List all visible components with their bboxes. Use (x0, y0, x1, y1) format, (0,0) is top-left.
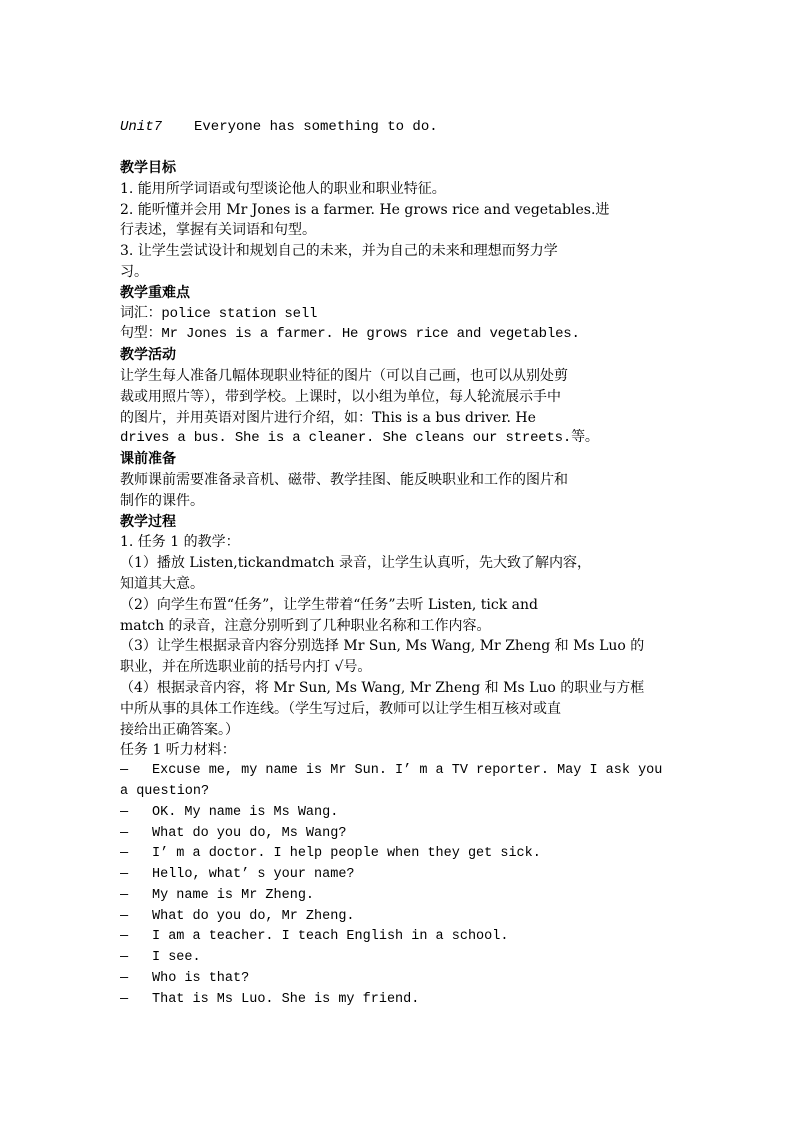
dialogue-line (120, 844, 676, 865)
dialogue-dash: — (120, 763, 129, 779)
dialogue-line (120, 886, 676, 907)
dialogue-line (120, 927, 676, 948)
dialogue-dash: — (120, 825, 129, 841)
activities-line: 让学生每人准备几幅体现职业特征的图片（可以自己画，也可以从别处剪 (120, 367, 568, 384)
goal-line: 1. 能用所学词语或句型谈论他人的职业和职业特征。 (120, 180, 446, 197)
dialogue-dash: — (120, 887, 129, 903)
dialogue-dash: — (120, 846, 129, 862)
process-step-line: 中所从事的具体工作连线。（学生写过后，教师可以让学生相互核对或直 (120, 700, 561, 717)
dialogue-line (120, 907, 676, 928)
dialogue-line (120, 969, 676, 990)
task1-heading: 1. 任务 1 的教学： (120, 534, 240, 551)
dialogue-dash: — (120, 971, 129, 987)
activities-line: drives a bus. She is a cleaner. She cleans our streets.等。 (120, 430, 599, 447)
unit-title (120, 116, 676, 138)
dialogue-dash: — (120, 867, 129, 883)
unit-number: Unit7 (120, 119, 163, 135)
process-step-line: 知道其大意。 (120, 575, 204, 592)
goal-line: 2. 能听懂并会用 Mr Jones is a farmer. He grows rice and vegetables.进 (120, 201, 610, 218)
activities-heading: 教学活动 (120, 347, 176, 364)
dialogue-text: What do you do, Mr Zheng. (152, 908, 355, 924)
dialogue-text: I’ m a doctor. I help people when they get sick. (152, 846, 541, 862)
process-heading: 教学过程 (120, 513, 176, 530)
activities-line: 裁或用照片等），带到学校。上课时，以小组为单位，每人轮流展示手中 (120, 388, 561, 405)
goal-line: 行表述，掌握有关词语和句型。 (120, 222, 316, 239)
dialogue-text: My name is Mr Zheng. (152, 887, 315, 903)
dialogue-text: I see. (152, 950, 201, 966)
process-step-line: 职业，并在所选职业前的括号内打 √号。 (120, 659, 372, 676)
dialogue-text: That is Ms Luo. She is my friend. (152, 991, 420, 1007)
process-step-line: （3）让学生根据录音内容分别选择 Mr Sun, Ms Wang, Mr Zheng 和 Ms Luo 的 (120, 638, 645, 655)
preparation-line: 制作的课件。 (120, 492, 204, 509)
goal-line: 习。 (120, 263, 148, 280)
goal-line: 3. 让学生尝试设计和规划自己的未来，并为自己的未来和理想而努力学 (120, 243, 558, 260)
dialogue-line (120, 761, 676, 782)
dialogue-dash: — (120, 950, 129, 966)
dialogue-dash: — (120, 991, 129, 1007)
material-label: 任务 1 听力材料： (120, 742, 236, 759)
process-step-line: （1）播放 Listen,tickandmatch 录音，让学生认真听，先大致了解内容， (120, 555, 592, 572)
dialogue-continuation: a question? (120, 783, 210, 799)
document-body (120, 116, 676, 1011)
dialogue-line (120, 803, 676, 824)
dialogue-line (120, 824, 676, 845)
dialogue-dash: — (120, 929, 129, 945)
dialogue-dash: — (120, 908, 129, 924)
preparation-heading: 课前准备 (120, 451, 176, 468)
dialogue-text: Hello, what’ s your name? (152, 867, 355, 883)
dialogue-line (120, 948, 676, 969)
process-step-line: （4）根据录音内容，将 Mr Sun, Ms Wang, Mr Zheng 和 Ms Luo 的职业与方框 (120, 679, 645, 696)
dialogue-text: OK. My name is Ms Wang. (152, 804, 339, 820)
unit-name: Everyone has something to do. (194, 119, 438, 135)
process-step-line: match 的录音，注意分别听到了几种职业名称和工作内容。 (120, 617, 491, 634)
goals-heading: 教学目标 (120, 160, 176, 176)
dialogue-text: Excuse me, my name is Mr Sun. I’ m a TV reporter. May I ask you (152, 763, 663, 779)
activities-line: 的图片，并用英语对图片进行介绍，如：This is a bus driver. He (120, 409, 536, 426)
preparation-line: 教师课前需要准备录音机、磁带、教学挂图、能反映职业和工作的图片和 (120, 471, 568, 488)
dialogue-text: What do you do, Ms Wang? (152, 825, 347, 841)
process-step-line: （2）向学生布置“任务”，让学生带着“任务”去听 Listen, tick and (120, 596, 538, 613)
dialogue-line (120, 865, 676, 886)
dialogue-dash: — (120, 804, 129, 820)
keypoints-heading: 教学重难点 (120, 284, 190, 301)
keypoints-vocab: 词汇：police station sell (120, 305, 318, 322)
keypoints-sentence: 句型：Mr Jones is a farmer. He grows rice and vegetables. (120, 326, 580, 343)
process-step-line: 接给出正确答案。） (120, 721, 239, 738)
dialogue-text: I am a teacher. I teach English in a school. (152, 929, 509, 945)
dialogue-text: Who is that? (152, 971, 250, 987)
dialogue-line (120, 990, 676, 1011)
